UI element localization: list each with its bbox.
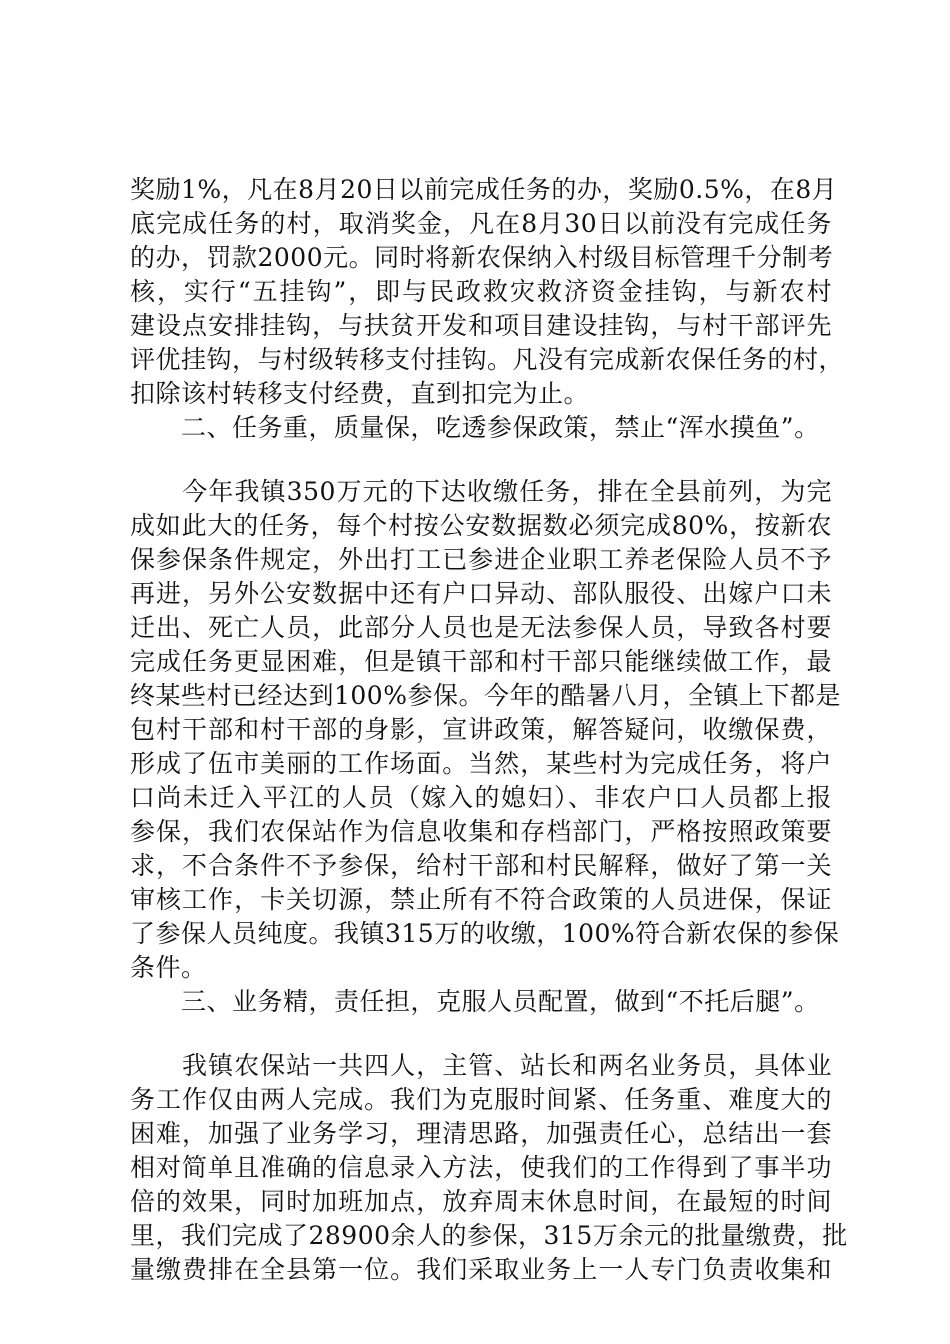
text-line: 了参保人员纯度。我镇315万的收缴，100%符合新农保的参保: [130, 919, 840, 948]
document-body: [130, 173, 848, 1287]
text-line: 求，不合条件不予参保，给村干部和村民解释，做好了第一关: [130, 851, 832, 880]
text-line: 口尚未迁入平江的人员（嫁入的媳妇）、非农户口人员都上报: [130, 783, 832, 812]
text-line: 量缴费排在全县第一位。我们采取业务上一人专门负责收集和: [130, 1255, 832, 1284]
text-line: 的办，罚款2000元。同时将新农保纳入村级目标管理千分制考: [130, 243, 834, 272]
text-line: 完成任务更显困难，但是镇干部和村干部只能继续做工作，最: [130, 647, 832, 676]
text-line: 终某些村已经达到100%参保。今年的酷暑八月，全镇上下都是: [130, 681, 841, 710]
text-line: 奖励1%，凡在8月20日以前完成任务的办，奖励0.5%，在8月: [130, 175, 838, 204]
text-line: 核，实行“五挂钩”，即与民政救灾救济资金挂钩，与新农村: [130, 277, 832, 306]
text-line: 保参保条件规定，外出打工已参进企业职工养老保险人员不予: [130, 545, 832, 574]
text-line: 我镇农保站一共四人，主管、站长和两名业务员，具体业: [130, 1051, 832, 1080]
section-heading: 三、业务精，责任担，克服人员配置，做到“不托后腿”。: [130, 987, 820, 1016]
text-line: 审核工作，卡关切源，禁止所有不符合政策的人员进保，保证: [130, 885, 832, 914]
text-line: 条件。: [130, 953, 207, 982]
text-line: 相对简单且准确的信息录入方法，使我们的工作得到了事半功: [130, 1153, 832, 1182]
text-line: 建设点安排挂钩，与扶贫开发和项目建设挂钩，与村干部评先: [130, 311, 832, 340]
paragraph: [130, 173, 845, 411]
text-line: 包村干部和村干部的身影，宣讲政策，解答疑问，收缴保费，: [130, 715, 832, 744]
text-line: 扣除该村转移支付经费，直到扣完为止。: [130, 379, 590, 408]
section-heading: 二、任务重，质量保，吃透参保政策，禁止“浑水摸鱼”。: [130, 413, 820, 442]
text-line: 再进，另外公安数据中还有户口异动、部队服役、出嫁户口未: [130, 579, 832, 608]
text-line: 评优挂钩，与村级转移支付挂钩。凡没有完成新农保任务的村，: [130, 345, 845, 374]
text-line: 底完成任务的村，取消奖金，凡在8月30日以前没有完成任务: [130, 209, 832, 238]
text-line: 务工作仅由两人完成。我们为克服时间紧、任务重、难度大的: [130, 1085, 832, 1114]
text-line: 形成了伍市美丽的工作场面。当然，某些村为完成任务，将户: [130, 749, 832, 778]
text-line: 里，我们完成了28900余人的参保，315万余元的批量缴费，批: [130, 1221, 848, 1250]
paragraph: [130, 475, 841, 985]
text-line: 倍的效果，同时加班加点，放弃周末休息时间，在最短的时间: [130, 1187, 832, 1216]
text-line: 困难，加强了业务学习，理清思路，加强责任心，总结出一套: [130, 1119, 832, 1148]
paragraph: [130, 1049, 848, 1287]
text-line: 今年我镇350万元的下达收缴任务，排在全县前列，为完: [130, 477, 832, 506]
paragraph-spacer: [130, 1019, 832, 1049]
text-line: 迁出、死亡人员，此部分人员也是无法参保人员，导致各村要: [130, 613, 832, 642]
text-line: 成如此大的任务，每个村按公安数据数必须完成80%，按新农: [130, 511, 832, 540]
text-line: 参保，我们农保站作为信息收集和存档部门，严格按照政策要: [130, 817, 832, 846]
paragraph-spacer: [130, 445, 832, 475]
